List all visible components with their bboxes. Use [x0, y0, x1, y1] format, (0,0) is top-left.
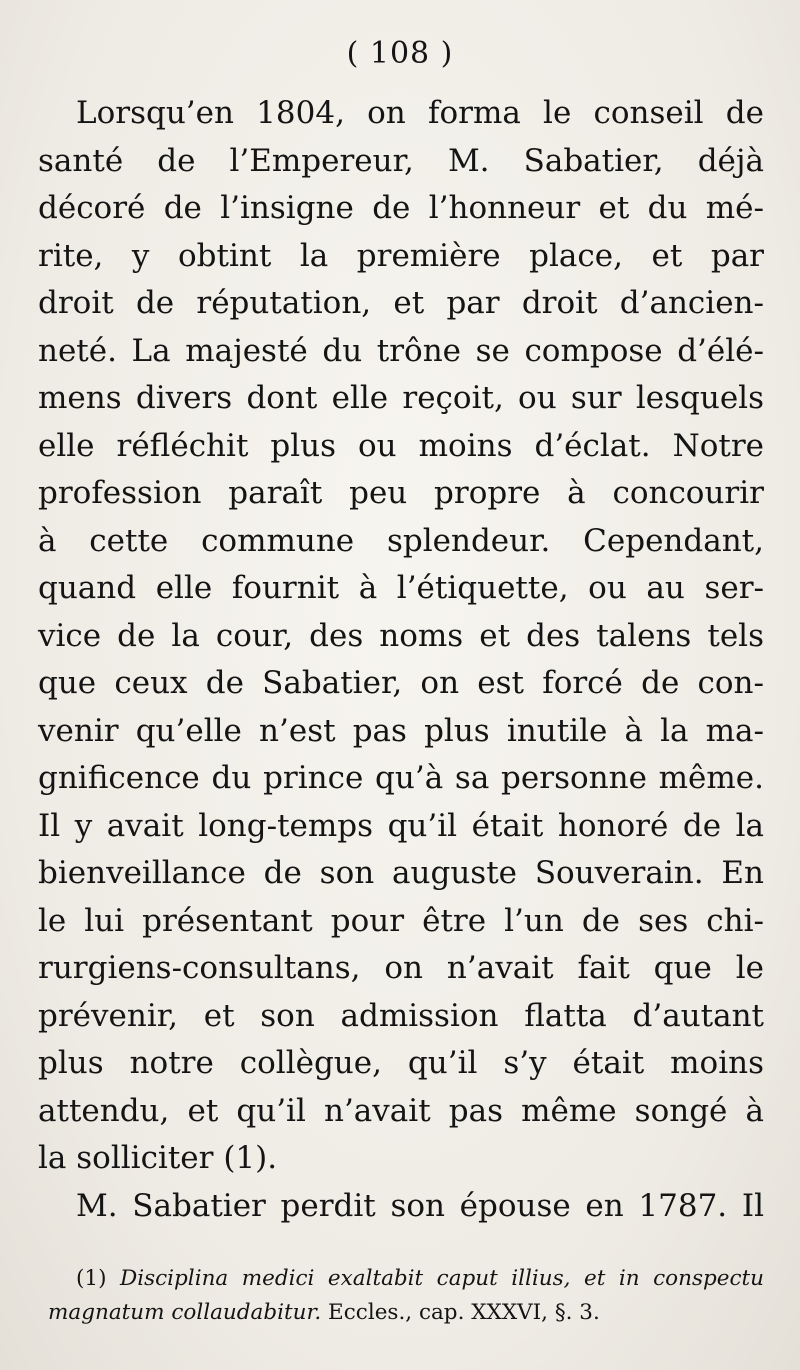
body-text [38, 90, 764, 1230]
text-line: à cette commune splendeur. Cependant, [38, 522, 764, 559]
text-line: gnificence du prince qu’à sa personne même. [38, 760, 764, 796]
text-line: plus notre collègue, qu’il s’y était moins [38, 1045, 764, 1081]
text-line: bienveillance de son auguste Souverain. En [38, 855, 764, 891]
text-line: vice de la cour, des noms et des talens tels [38, 617, 764, 654]
page-number: ( 108 ) [346, 36, 454, 71]
text-line: quand elle fournit à l’étiquette, ou au ser- [38, 570, 764, 606]
text-line: prévenir, et son admission flatta d’autant [38, 997, 764, 1034]
footnote-line [48, 1296, 764, 1330]
text-line: Il y avait long-temps qu’il était honoré de la [38, 807, 764, 844]
text-line: que ceux de Sabatier, on est forcé de con- [38, 665, 764, 701]
text-line: Lorsqu’en 1804, on forma le conseil de [76, 95, 764, 131]
text-line: droit de réputation, et par droit d’ancien- [38, 285, 764, 321]
text-line: santé de l’Empereur, M. Sabatier, déjà [38, 142, 764, 179]
footnote-line [48, 1262, 764, 1296]
footnote-quote: Disciplina medici exaltabit caput illius, et in conspectu [119, 1266, 764, 1291]
text-line: la solliciter (1). [38, 1140, 278, 1176]
text-line: décoré de l’insigne de l’honneur et du mé- [38, 190, 764, 226]
footnote [48, 1262, 764, 1330]
text-line: attendu, et qu’il n’avait pas même songé à [38, 1092, 764, 1129]
text-line: rite, y obtint la première place, et par [38, 237, 764, 274]
footnote-citation: Eccles., cap. XXXVI, §. 3. [321, 1300, 600, 1325]
footnote-quote-end: magnatum collaudabitur. [48, 1300, 322, 1325]
text-line: le lui présentant pour être l’un de ses chi- [38, 902, 764, 939]
text-line: M. Sabatier perdit son épouse en 1787. Il [76, 1187, 764, 1224]
text-line: venir qu’elle n’est pas plus inutile à la ma- [38, 712, 764, 749]
text-line: elle réfléchit plus ou moins d’éclat. Notre [38, 427, 764, 464]
text-line: neté. La majesté du trône se compose d’élé- [38, 332, 764, 369]
footnote-marker: (1) [76, 1266, 107, 1291]
text-line: profession paraît peu propre à concourir [38, 475, 764, 511]
text-line: rurgiens-consultans, on n’avait fait que le [38, 950, 764, 986]
text-line: mens divers dont elle reçoit, ou sur lesquels [38, 380, 764, 416]
